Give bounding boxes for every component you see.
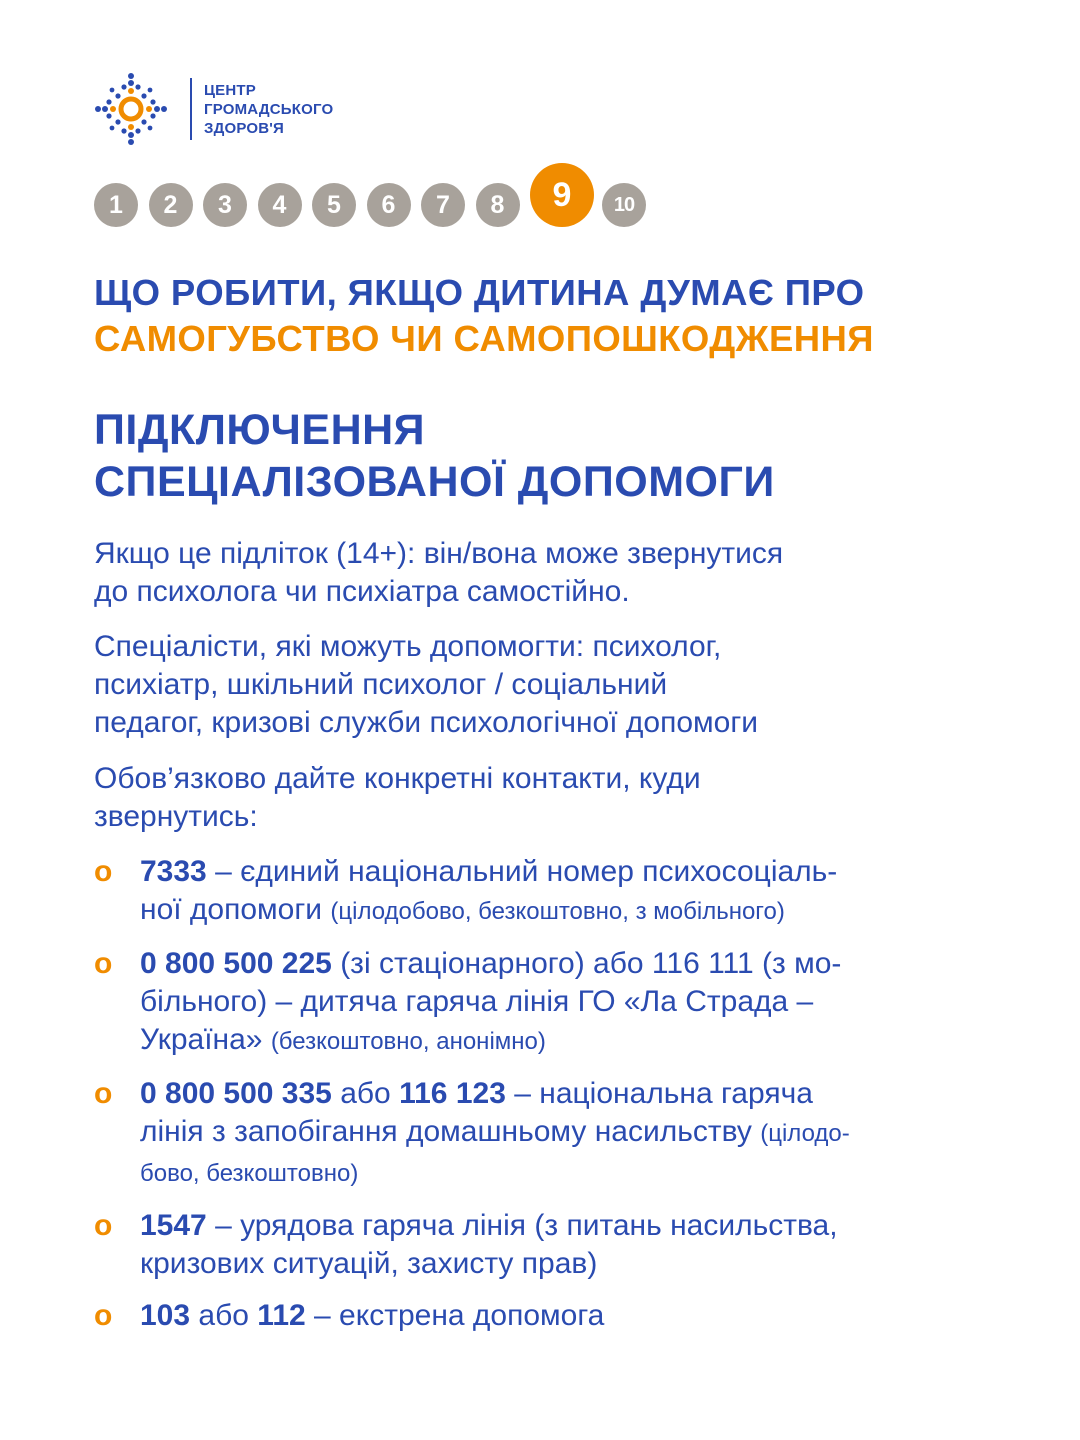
dotted-star-logo-icon	[94, 72, 168, 146]
contact-note: (безкоштовно, анонімно)	[270, 1028, 546, 1055]
heading-line-2: САМОГУБСТВО ЧИ САМОПОШКОДЖЕННЯ	[94, 318, 874, 359]
phone-number[interactable]: 0 800 500 225	[140, 947, 332, 980]
contact-note: бово, безкоштовно)	[140, 1160, 359, 1187]
logo-text	[204, 81, 333, 138]
contact-text: Україна»	[140, 1023, 271, 1056]
logo-line: ЦЕНТР	[204, 81, 256, 99]
phone-number[interactable]: 7333	[140, 855, 207, 888]
paragraph-line: звернутись:	[94, 800, 258, 833]
paragraph-teen	[94, 535, 1054, 611]
contact-text: лінія з запобігання домашньому насильству	[140, 1115, 761, 1148]
logo	[94, 72, 333, 146]
contact-item	[94, 1075, 1054, 1193]
section-title-line-1: ПІДКЛЮЧЕННЯ	[94, 406, 426, 454]
page-9-active[interactable]: 9	[530, 163, 594, 227]
section-title-line-2: СПЕЦІАЛІЗОВАНОЇ ДОПОМОГИ	[94, 458, 775, 506]
paragraph-line: педагог, кризові служби психологічної допомоги	[94, 706, 759, 739]
contact-text: – урядова гаряча лінія (з питань насильства,	[206, 1209, 838, 1242]
page-heading	[94, 270, 1054, 362]
bullet-icon: o	[94, 1077, 113, 1110]
contact-item	[94, 853, 1054, 931]
logo-line: ГРОМАДСЬКОГО	[204, 100, 334, 118]
paragraph-line: Якщо це підліток (14+): він/вона може звернутися	[94, 537, 784, 570]
phone-number[interactable]: 1547	[140, 1209, 207, 1242]
paragraph-contacts-intro	[94, 760, 1054, 836]
logo-line: ЗДОРОВ'Я	[204, 119, 285, 137]
paragraph-line: до психолога чи психіатра самостійно.	[94, 575, 630, 608]
page-6[interactable]: 6	[367, 183, 411, 227]
contact-text: – екстрена допомога	[305, 1299, 605, 1332]
page-3[interactable]: 3	[203, 183, 247, 227]
page-8[interactable]: 8	[476, 183, 520, 227]
contact-item	[94, 1297, 1054, 1335]
page-10[interactable]: 10	[602, 183, 646, 227]
bullet-icon: o	[94, 1209, 113, 1242]
page-1[interactable]: 1	[94, 183, 138, 227]
contact-text: або	[190, 1299, 258, 1332]
section-title	[94, 404, 1054, 508]
page-5[interactable]: 5	[312, 183, 356, 227]
contact-item	[94, 945, 1054, 1061]
page-4[interactable]: 4	[258, 183, 302, 227]
paragraph-line: Обов’язково дайте конкретні контакти, куди	[94, 762, 701, 795]
heading-line-1: ЩО РОБИТИ, ЯКЩО ДИТИНА ДУМАЄ ПРО	[94, 272, 865, 313]
paragraph-line: психіатр, шкільний психолог / соціальний	[94, 668, 668, 701]
bullet-icon: o	[94, 855, 113, 888]
phone-number[interactable]: 103	[140, 1299, 191, 1332]
contact-text: більного) – дитяча гаряча лінія ГО «Ла Страда –	[140, 985, 814, 1018]
phone-number[interactable]: 112	[257, 1299, 306, 1332]
contact-note: (цілодобово, безкоштовно, з мобільного)	[330, 898, 785, 925]
contact-text: кризових ситуацій, захисту прав)	[140, 1247, 598, 1280]
logo-divider	[190, 78, 192, 140]
contact-text: – єдиний національний номер психосоціаль-	[206, 855, 838, 888]
phone-number[interactable]: 116 123	[399, 1077, 506, 1110]
page-7[interactable]: 7	[421, 183, 465, 227]
phone-number[interactable]: 0 800 500 335	[140, 1077, 332, 1110]
contacts-list	[94, 853, 1054, 1349]
page-2[interactable]: 2	[149, 183, 193, 227]
paragraph-line: Спеціалісти, які можуть допомогти: психолог,	[94, 630, 722, 663]
contact-text: – національна гаряча	[505, 1077, 813, 1110]
paragraph-specialists	[94, 628, 1054, 742]
contact-note: (цілодо-	[760, 1120, 850, 1147]
page-indicator	[94, 175, 657, 227]
contact-text: ної допомоги	[140, 893, 331, 926]
contact-text: або	[331, 1077, 400, 1110]
contact-item	[94, 1207, 1054, 1283]
contact-text: (зі стаціонарного) або 116 111 (з мо-	[331, 947, 842, 980]
bullet-icon: o	[94, 1299, 113, 1332]
bullet-icon: o	[94, 947, 113, 980]
